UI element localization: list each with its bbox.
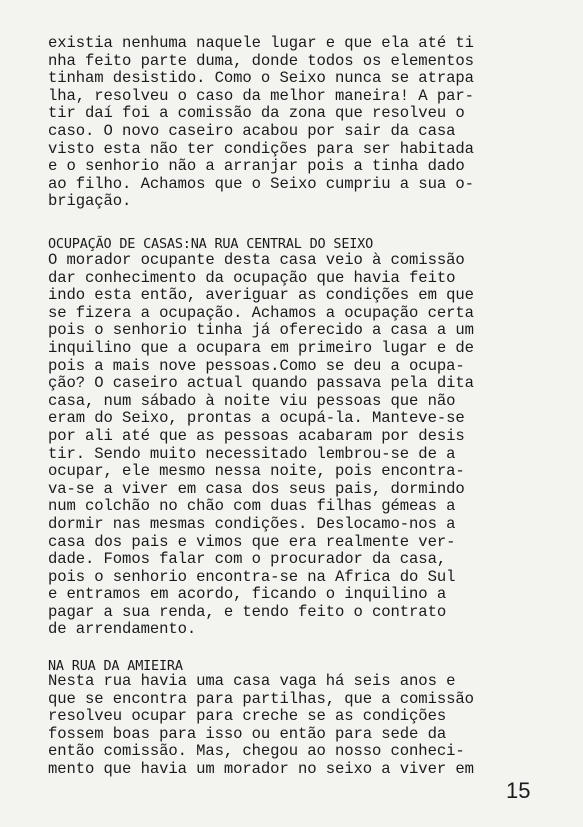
section-body-rua-central bbox=[48, 252, 548, 639]
text-line: existia nenhuma naquele lugar e que ela até ti bbox=[48, 34, 474, 52]
text-line: casa dos pais e vimos que era realmente ver- bbox=[48, 532, 456, 551]
text-line: se fizera a ocupação. Achamos a ocupação certa bbox=[48, 303, 474, 322]
text-line: dormir nas mesmas condições. Deslocamo-nos a bbox=[48, 514, 456, 533]
text-line: nha feito parte duma, donde todos os elementos bbox=[48, 51, 474, 70]
text-line: ção? O caseiro actual quando passava pela dita bbox=[48, 374, 474, 393]
text-line: mento que havia um morador no seixo a viver em bbox=[48, 759, 474, 778]
text-line: caso. O novo caseiro acabou por sair da casa bbox=[48, 121, 456, 140]
text-line: pagar a sua renda, e tendo feito o contrato bbox=[48, 602, 447, 621]
text-line: va-se a viver em casa dos seus pais, dormindo bbox=[48, 479, 465, 498]
text-line: que se encontra para partilhas, que a comissão bbox=[48, 689, 474, 708]
text-line: visto esta não ter condições para ser habitada bbox=[48, 139, 474, 158]
text-line: pois a mais nove pessoas.Como se deu a ocupa- bbox=[48, 356, 465, 375]
text-line: dar conhecimento da ocupação que havia feito bbox=[48, 268, 456, 287]
text-line: tinham desistido. Como o Seixo nunca se atrapa bbox=[48, 69, 474, 88]
text-line: dade. Fomos falar com o procurador da casa, bbox=[48, 550, 447, 569]
text-line: O morador ocupante desta casa veio à comissão bbox=[48, 251, 465, 269]
text-line: eram do Seixo, prontas a ocupá-la. Manteve-se bbox=[48, 409, 465, 428]
text-line: e o senhorio não a arranjar pois a tinha dado bbox=[48, 157, 465, 176]
text-line: brigação. bbox=[48, 192, 132, 211]
text-line: de arrendamento. bbox=[48, 620, 197, 639]
text-line: indo esta então, averiguar as condições em que bbox=[48, 286, 474, 305]
section-body-rua-amieira bbox=[48, 673, 548, 779]
text-line: pois o senhorio tinha já oferecido a casa a um bbox=[48, 321, 474, 340]
text-line: resolveu ocupar para creche se as condições bbox=[48, 707, 447, 726]
text-line: por ali até que as pessoas acabaram por desis bbox=[48, 426, 465, 445]
intro-paragraph bbox=[48, 35, 548, 211]
text-line: casa, num sábado à noite viu pessoas que não bbox=[48, 391, 456, 410]
page-number: 15 bbox=[506, 778, 531, 803]
text-line: tir. Sendo muito necessitado lembrou-se de a bbox=[48, 444, 456, 463]
section-heading-rua-amieira: NA RUA DA AMIEIRA bbox=[48, 658, 183, 674]
text-line: ao filho. Achamos que o Seixo cumpriu a sua o- bbox=[48, 174, 474, 193]
text-line: então comissão. Mas, chegou ao nosso conheci- bbox=[48, 742, 465, 761]
text-line: Nesta rua havia uma casa vaga há seis anos e bbox=[48, 672, 456, 690]
text-line: e entramos em acordo, ficando o inquilino a bbox=[48, 585, 447, 604]
text-line: num colchão no chão com duas filhas gémeas a bbox=[48, 497, 456, 516]
text-line: inquilino que a ocupara em primeiro lugar e de bbox=[48, 338, 474, 357]
text-line: lha, resolveu o caso da melhor maneira! A par- bbox=[48, 86, 474, 105]
text-line: fossem boas para isso ou então para sede da bbox=[48, 724, 447, 743]
text-line: ocupar, ele mesmo nessa noite, pois encontra- bbox=[48, 462, 465, 481]
text-line: pois o senhorio encontra-se na Africa do Sul bbox=[48, 567, 456, 586]
text-line: tir daí foi a comissão da zona que resolveu o bbox=[48, 104, 465, 123]
section-heading-rua-central: OCUPAÇÃO DE CASAS:NA RUA CENTRAL DO SEIXO bbox=[48, 236, 374, 252]
